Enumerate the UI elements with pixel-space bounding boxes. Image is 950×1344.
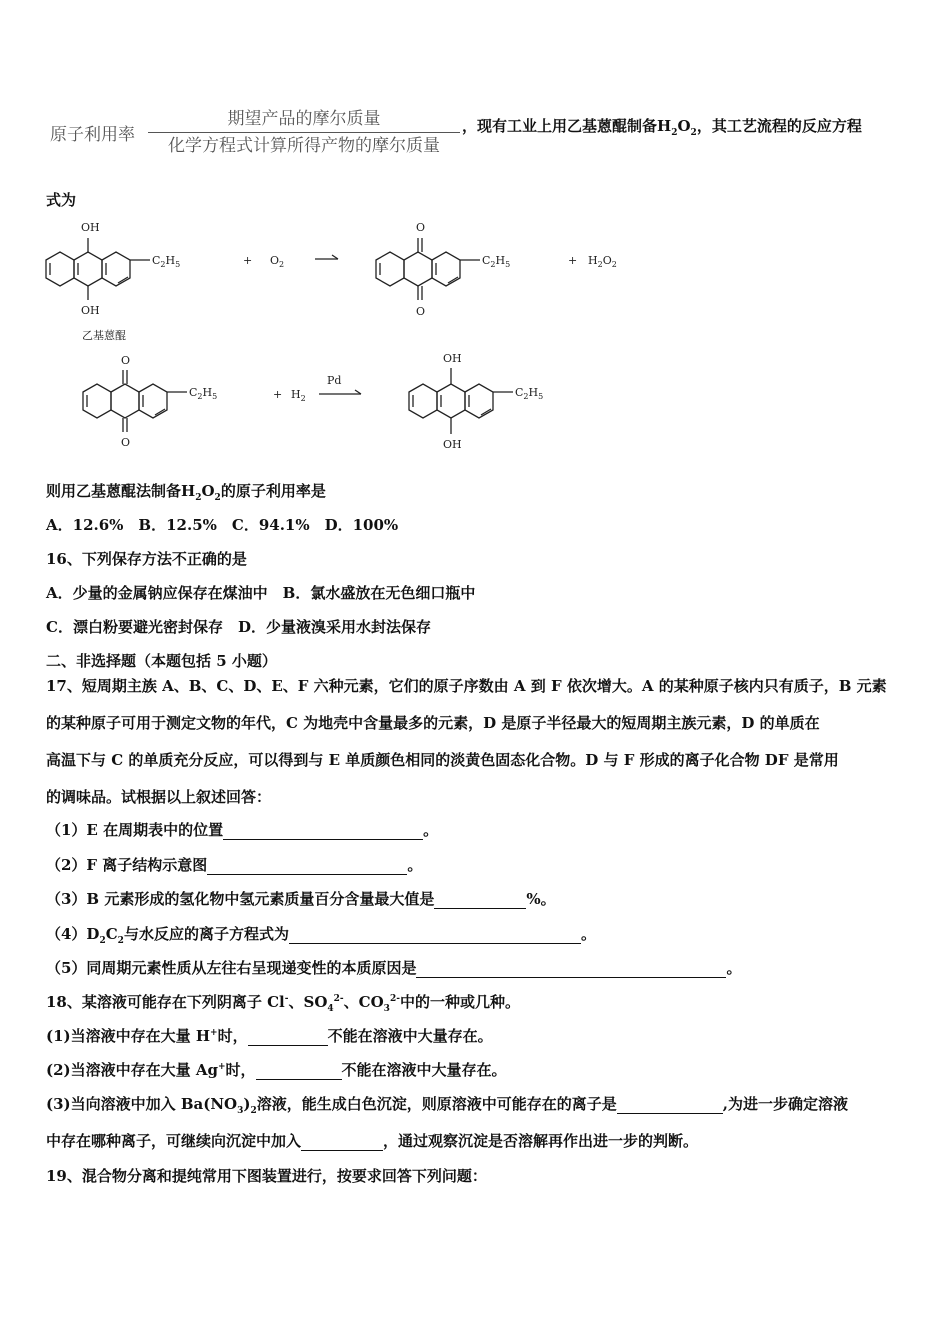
- q17-part-3: （3）B 元素形成的氢化物中氢元素质量百分含量最大值是 %。: [46, 890, 556, 908]
- q16-stem: 16、下列保存方法不正确的是: [46, 550, 247, 568]
- q16-options-ab: A．少量的金属钠应保存在煤油中 B．氯水盛放在无色细口瓶中: [46, 584, 476, 602]
- q17-part-5: （5）同周期元素性质从左往右呈现递变性的本质原因是 。: [46, 959, 742, 977]
- ethyl-group-2: $C_2H_5$: [482, 254, 511, 269]
- oh-top: OH: [81, 221, 100, 234]
- intro-sentence: ，现有工业上用乙基蒽醌制备$H_2O_2$，其工艺流程的反应方程: [462, 117, 862, 138]
- fraction-numerator: 期望产品的摩尔质量: [227, 109, 381, 129]
- q17-part-2: （2）F 离子结构示意图 。: [46, 856, 423, 874]
- answer-blank[interactable]: [434, 892, 526, 909]
- ethylanthraquinone-structure-2: [83, 370, 187, 432]
- q17-part-4: $(4)D_2C_2$与水反应的离子方程式为 。: [46, 925, 596, 946]
- reaction-arrow: [315, 255, 338, 259]
- q15-stem: 则用乙基蒽醌法制备$H_2O_2$的原子利用率是: [46, 482, 326, 503]
- q18-part-1: (1)当溶液中存在大量 H+时， 不能在溶液中大量存在。: [46, 1027, 493, 1045]
- oh-top-2: OH: [443, 352, 462, 365]
- answer-blank[interactable]: [301, 1134, 383, 1151]
- reaction-arrow-2: [319, 390, 361, 394]
- q19-stem: 19、混合物分离和提纯常用下图装置进行，按要求回答下列问题：: [46, 1167, 487, 1185]
- reaction-scheme-oxidation: [40, 215, 640, 350]
- ethyl-group-3: $C_2H_5$: [189, 386, 218, 401]
- q17-line-1: 17、短周期主族 A、B、C、D、E、F 六种元素，它们的原子序数由 A 到 F 依次增大。A 的某种原子核内只有质子，B 元素: [46, 677, 887, 695]
- q18-part-3-cont: 中存在哪种离子，可继续向沉淀中加入 ，通过观察沉淀是否溶解再作出进一步的判断。: [46, 1132, 699, 1150]
- q18-part-2: (2)当溶液中存在大量 Ag+时， 不能在溶液中大量存在。: [46, 1061, 507, 1079]
- ethyl-group-4: $C_2H_5$: [515, 386, 544, 401]
- oh-bottom-2: OH: [443, 438, 462, 451]
- caption-ethylanthraquinone: 乙基蒽醌: [82, 329, 126, 342]
- oh-bottom: OH: [81, 304, 100, 317]
- answer-blank[interactable]: [617, 1097, 723, 1114]
- q16-options-cd: C．漂白粉要避光密封保存 D．少量液溴采用水封法保存: [46, 618, 431, 636]
- ethylanthrahydroquinone-structure-2: [409, 368, 513, 434]
- q17-line-2: 的某种原子可用于测定文物的年代，C 为地壳中含量最多的元素，D 是原子半径最大的短周期主族元素，D 的单质在: [46, 714, 820, 732]
- plus-sign-3: +: [273, 388, 283, 401]
- answer-blank[interactable]: [256, 1063, 342, 1080]
- pd-catalyst: Pd: [327, 374, 342, 387]
- answer-blank[interactable]: [223, 823, 423, 840]
- plus-sign: +: [243, 254, 253, 267]
- plus-sign-2: +: [568, 254, 578, 267]
- q18-stem: 18、某溶液可能存在下列阴离子 Cl-、$SO_4^{2-}$、$CO_3^{2-}$中的一种或几种。: [46, 993, 520, 1014]
- section-heading: 二、非选择题（本题包括 5 小题）: [46, 652, 277, 670]
- answer-blank[interactable]: [207, 858, 407, 875]
- q17-line-4: 的调味品。试根据以上叙述回答：: [46, 788, 272, 806]
- atom-utilization-label: 原子利用率: [50, 125, 135, 145]
- q18-part-3: (3)当向溶液中加入 $Ba(NO_3)_2$溶液，能生成白色沉淀，则原溶液中可能存在的离子是 ,为进一步确定溶液: [46, 1095, 849, 1116]
- answer-blank[interactable]: [289, 927, 581, 944]
- q17-part-1: （1）E 在周期表中的位置 。: [46, 821, 439, 839]
- answer-blank[interactable]: [416, 961, 726, 978]
- ethyl-group: $C_2H_5$: [152, 254, 181, 269]
- intro-sentence-end: 式为: [46, 191, 77, 209]
- oxygen-reagent: $O_2$: [270, 254, 285, 269]
- ethylanthraquinone-structure: [376, 238, 480, 300]
- carbonyl-o-bottom: O: [416, 305, 426, 318]
- fraction-denominator: 化学方程式计算所得产物的摩尔质量: [168, 136, 440, 156]
- ethylanthrahydroquinone-structure: [46, 238, 150, 300]
- hydrogen-peroxide-product: $H_2O_2$: [588, 254, 617, 269]
- q17-line-3: 高温下与 C 的单质充分反应，可以得到与 E 单质颜色相同的淡黄色固态化合物。D 与 F 形成的离子化合物 DF 是常用: [46, 751, 839, 769]
- reaction-scheme-hydrogenation: [75, 350, 615, 460]
- carbonyl-o-top-2: O: [121, 354, 131, 367]
- answer-blank[interactable]: [248, 1029, 328, 1046]
- carbonyl-o-bottom-2: O: [121, 436, 131, 449]
- carbonyl-o-top: O: [416, 221, 426, 234]
- q15-options: A．12.6% B．12.5% C．94.1% D．100%: [46, 516, 399, 534]
- atom-utilization-fraction: [148, 108, 460, 157]
- hydrogen-reagent: $H_2$: [291, 388, 306, 403]
- fraction-bar: [148, 132, 460, 133]
